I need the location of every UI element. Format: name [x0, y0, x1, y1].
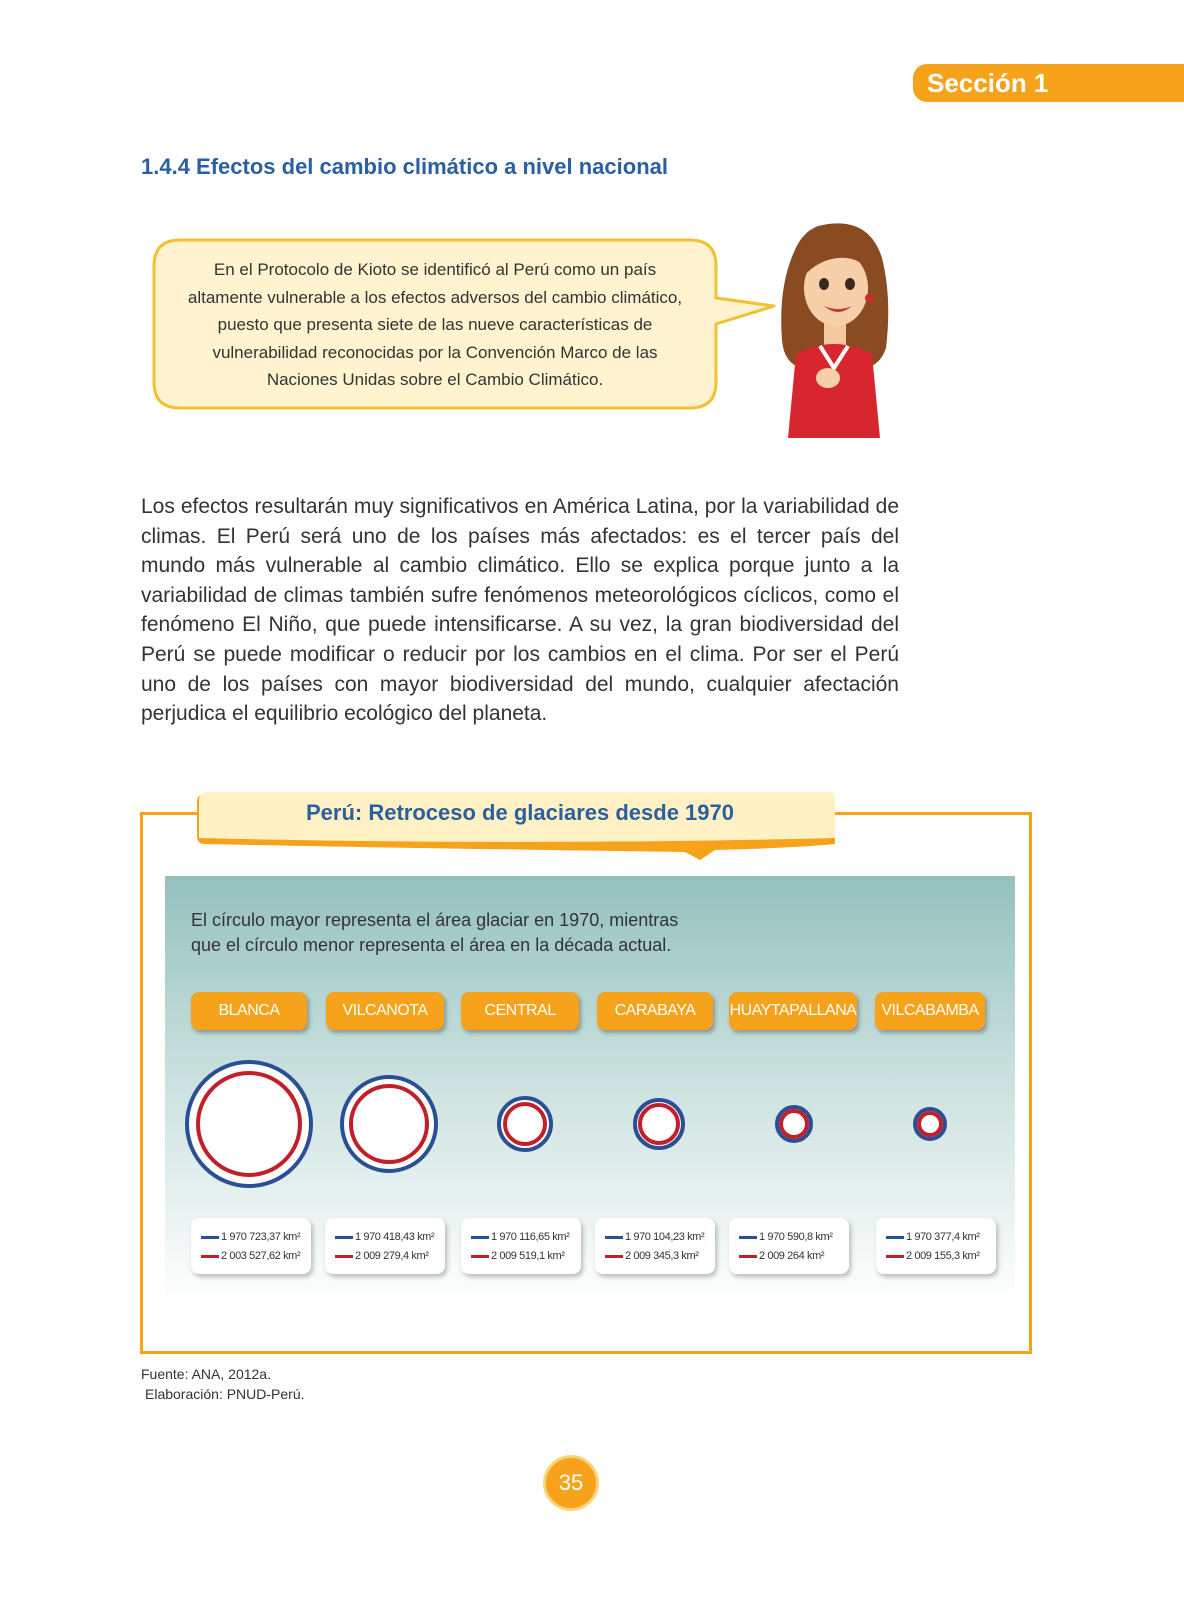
- body-paragraph: Los efectos resultarán muy significativos en América Latina, por la variabilidad de climas. El Perú será uno de los países más afectados: es el tercer país del mundo más vulnerable al cambio climático. Ello se explica porque junto a la variabilidad de climas también sufre fenómenos meteorológicos cíclicos, como el fenómeno El Niño, que puede intensificarse. A su vez, la gran biodiversidad del Perú se puede modificar o reducir por los cambios en el clima. Por ser el Perú uno de los países con mayor biodiversidad del mundo, cualquier afectación perjudica el equilibrio ecológico del planeta.: [141, 495, 899, 726]
- legend-value-recent: 2 009 279,4 km²: [355, 1250, 429, 1262]
- bubble-line: puesto que presenta siete de las nueve características de: [217, 315, 653, 334]
- section-label: Sección 1: [927, 68, 1049, 98]
- swatch-1970: [739, 1236, 757, 1239]
- page-number: 35: [543, 1455, 599, 1511]
- swatch-1970: [605, 1236, 623, 1239]
- bubble-line: vulnerabilidad reconocidas por la Convención Marco de las: [212, 342, 658, 362]
- legend-card-vilcabamba: [876, 1218, 996, 1274]
- swatch-1970: [335, 1236, 353, 1239]
- swatch-1970: [471, 1236, 489, 1239]
- figure-panel: [165, 876, 1015, 1306]
- legend-value-1970: 1 970 723,37 km²: [221, 1231, 301, 1243]
- elaboration-line: Elaboración: PNUD-Perú.: [145, 1386, 305, 1402]
- swatch-recent: [471, 1255, 489, 1258]
- legend-value-recent: 2 009 264 km²: [759, 1250, 825, 1262]
- legend-card-blanca: [191, 1218, 311, 1274]
- swatch-recent: [739, 1255, 757, 1258]
- glacier-tab-carabaya: CARABAYA: [597, 992, 713, 1030]
- legend-card-huaytapallana: [729, 1218, 849, 1274]
- swatch-recent: [886, 1255, 904, 1258]
- legend-value-1970: 1 970 377,4 km²: [906, 1231, 980, 1243]
- bubble-line: En el Protocolo de Kioto se identificó al Perú como un país: [213, 260, 657, 279]
- description-line: que el círculo menor representa el área en la década actual.: [191, 935, 672, 955]
- figure-source: [141, 1364, 305, 1404]
- bubble-line: altamente vulnerable a los efectos adversos del cambio climático,: [187, 287, 683, 307]
- swatch-recent: [605, 1255, 623, 1258]
- glacier-tab-huaytapallana: HUAYTAPALLANA: [729, 992, 857, 1030]
- legend-card-carabaya: [595, 1218, 715, 1274]
- section-tab: [913, 64, 1184, 102]
- legend-value-recent: 2 009 345,3 km²: [625, 1250, 699, 1262]
- bubble-line: Naciones Unidas sobre el Cambio Climático.: [266, 370, 604, 389]
- glacier-tab-vilcabamba: VILCABAMBA: [875, 992, 985, 1030]
- swatch-recent: [201, 1255, 219, 1258]
- section-heading: 1.4.4 Efectos del cambio climático a nivel nacional: [141, 154, 668, 179]
- legend-card-vilcanota: [325, 1218, 445, 1274]
- legend-value-1970: 1 970 418,43 km²: [355, 1231, 435, 1243]
- legend-value-recent: 2 003 527,62 km²: [221, 1250, 301, 1262]
- legend-value-1970: 1 970 590,8 km²: [759, 1231, 833, 1243]
- legend-value-1970: 1 970 116,65 km²: [491, 1231, 570, 1243]
- swatch-1970: [886, 1236, 904, 1239]
- source-line: Fuente: ANA, 2012a.: [141, 1366, 271, 1382]
- description-line: El círculo mayor representa el área glaciar en 1970, mientras: [191, 910, 679, 930]
- glacier-circles: [165, 876, 1015, 1216]
- glacier-tab-central: CENTRAL: [461, 992, 579, 1030]
- glacier-tab-blanca: BLANCA: [191, 992, 307, 1030]
- swatch-1970: [201, 1236, 219, 1239]
- swatch-recent: [335, 1255, 353, 1258]
- legend-card-central: [461, 1218, 581, 1274]
- speech-bubble-text: [165, 256, 705, 394]
- legend-value-1970: 1 970 104,23 km²: [625, 1231, 705, 1243]
- figure-title: Perú: Retroceso de glaciares desde 1970: [306, 800, 734, 825]
- woman-illustration: [768, 218, 898, 438]
- legend-value-recent: 2 009 155,3 km²: [906, 1250, 980, 1262]
- glacier-tab-vilcanota: VILCANOTA: [326, 992, 444, 1030]
- legend-value-recent: 2 009 519,1 km²: [491, 1250, 565, 1262]
